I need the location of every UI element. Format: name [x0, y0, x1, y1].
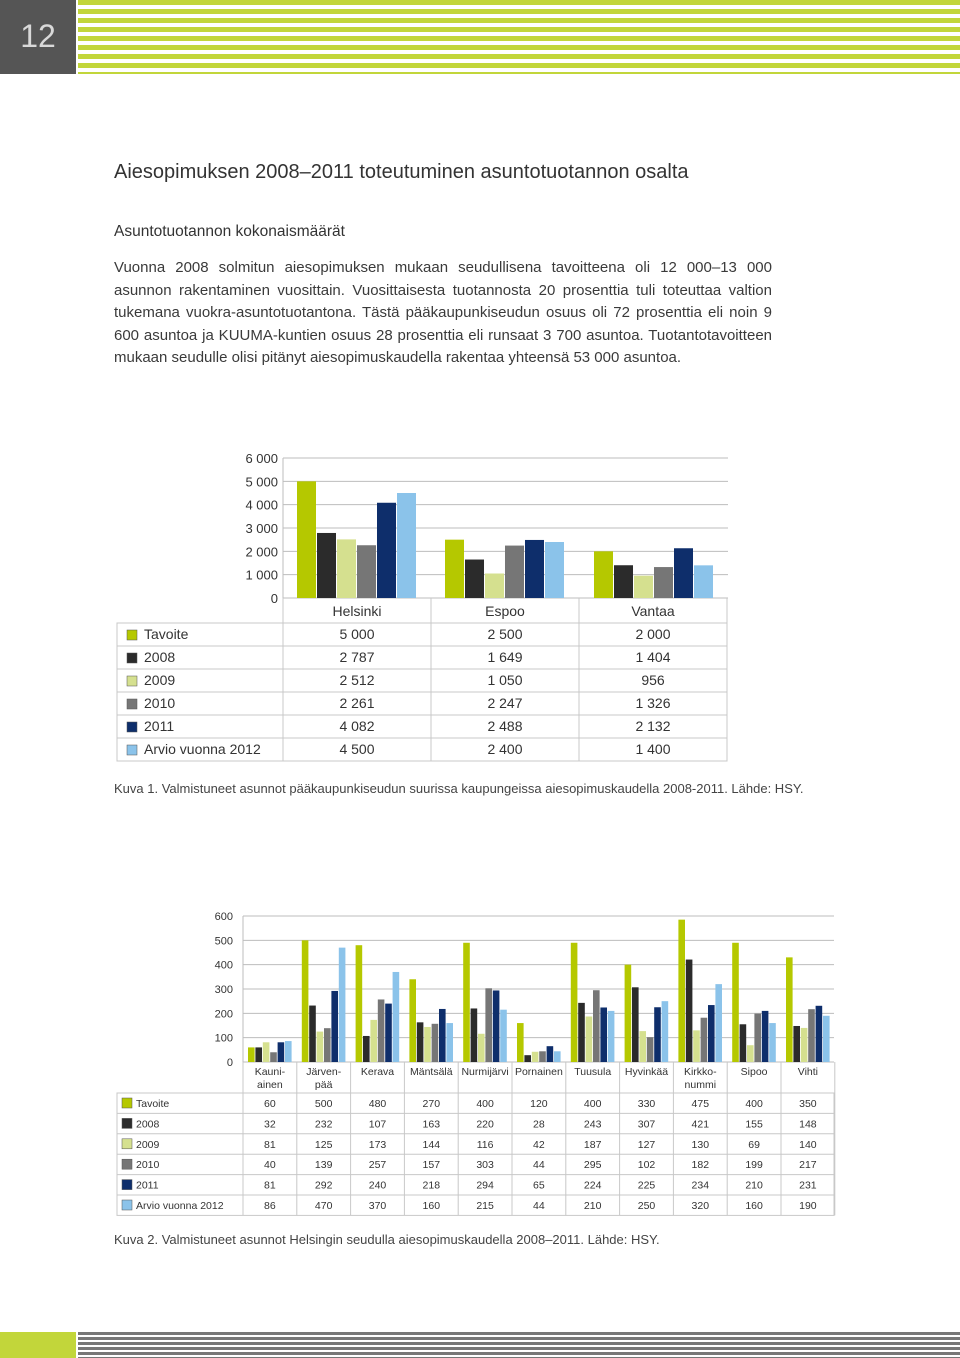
table-cell: 5 000	[339, 626, 375, 642]
table-cell: 65	[533, 1179, 545, 1192]
bar-2009-tuusula	[586, 1016, 593, 1062]
bar-arvio-vuonna-2012-tuusula	[608, 1011, 615, 1062]
legend-label: 2009	[136, 1138, 160, 1151]
table-cell: 240	[368, 1179, 387, 1192]
table-cell: 215	[476, 1200, 494, 1212]
y-tick-label: 3 000	[245, 521, 278, 536]
page-number: 12	[20, 18, 56, 54]
legend-label: Arvio vuonna 2012	[136, 1200, 224, 1212]
bar-2010-helsinki	[357, 545, 376, 598]
table-cell: 292	[314, 1179, 333, 1192]
y-tick-label: 1 000	[245, 567, 278, 583]
y-tick-label: 6 000	[245, 451, 278, 466]
table-cell: 157	[422, 1159, 441, 1172]
table-cell: 173	[368, 1138, 387, 1151]
category-label: Tuusula	[574, 1066, 612, 1078]
chart-kuuma-municipalities	[0, 900, 960, 1225]
y-tick-label: 0	[270, 591, 278, 606]
bar-2010-mäntsälä	[432, 1024, 439, 1062]
body-paragraph: Vuonna 2008 solmitun aiesopimuksen mukaan seudullisena tavoitteena oli 12 000–13 000 asunnon rakentaminen vuosittain. Vuosittaisesta tuotannosta 20 prosenttia tuli toteuttaa valtion tukemana vuokra-asuntotuotantona. Tästä pääkaupunkiseudun osuus oli 72 prosenttia eli noin 9 600 asuntoa ja KUUMA-kuntien osuus 28 prosenttia eli runsaat 3 700 asuntoa. Tuotantotavoitteen mukaan seudulle olisi pitänyt aiesopimuskaudella rakentaa yhteensä 53 000 asuntoa.	[114, 259, 772, 366]
table-cell: 60	[264, 1098, 276, 1110]
table-cell: 155	[745, 1118, 763, 1131]
bar-2009-nurmijärvi	[478, 1034, 485, 1062]
table-cell: 956	[641, 672, 665, 688]
legend-swatch	[122, 1180, 132, 1190]
table-cell: 400	[583, 1098, 602, 1110]
table-cell: 232	[314, 1118, 333, 1131]
category-label: Hyvinkää	[624, 1066, 669, 1078]
table-cell: 2 787	[339, 649, 375, 665]
category-label: ainen	[257, 1079, 283, 1091]
bar-tavoite-vantaa	[594, 551, 613, 598]
legend-label: Tavoite	[144, 626, 189, 642]
footer-decoration-stripes	[78, 1332, 960, 1358]
table-cell: 140	[799, 1138, 817, 1151]
bar-2009-pornainen	[532, 1052, 539, 1062]
bar-2009-hyvinkää	[639, 1031, 646, 1062]
header-decoration	[78, 0, 960, 74]
bar-arvio-vuonna-2012-helsinki	[397, 493, 416, 598]
table-cell: 44	[533, 1159, 545, 1172]
table-cell: 1 649	[487, 649, 523, 665]
table-cell: 1 050	[487, 672, 523, 688]
legend-label: Tavoite	[136, 1098, 170, 1110]
table-cell: 163	[422, 1118, 441, 1131]
table-cell: 307	[637, 1118, 656, 1131]
table-cell: 225	[637, 1179, 656, 1192]
bar-2010-kirkko-nummi	[701, 1018, 708, 1062]
y-tick-label: 500	[214, 935, 233, 948]
bar-arvio-vuonna-2012-espoo	[545, 542, 564, 598]
table-cell: 400	[745, 1098, 763, 1110]
category-label: Pornainen	[514, 1066, 563, 1078]
table-cell: 220	[476, 1118, 494, 1131]
bar-2011-pornainen	[547, 1046, 554, 1062]
legend-label: 2010	[136, 1159, 160, 1172]
legend-swatch	[127, 653, 137, 663]
category-label: Kerava	[360, 1066, 395, 1078]
table-cell: 86	[264, 1200, 276, 1212]
table-cell: 295	[583, 1159, 602, 1172]
bar-2009-mäntsälä	[424, 1027, 431, 1062]
y-tick-label: 300	[214, 984, 233, 996]
category-label: nummi	[684, 1079, 717, 1091]
category-label: Nurmijärvi	[461, 1066, 509, 1078]
bar-arvio-vuonna-2012-nurmijärvi	[500, 1010, 507, 1062]
table-cell: 2 261	[339, 695, 375, 711]
table-cell: 400	[476, 1098, 494, 1110]
legend-label: 2008	[144, 649, 176, 665]
table-cell: 2 247	[487, 695, 523, 711]
table-cell: 2 512	[339, 672, 375, 688]
y-tick-label: 4 000	[245, 497, 278, 513]
bar-arvio-vuonna-2012-sipoo	[769, 1023, 776, 1062]
bar-2011-järven-pää	[331, 991, 338, 1062]
table-cell: 480	[368, 1098, 387, 1110]
table-cell: 199	[745, 1159, 763, 1172]
table-cell: 2 400	[487, 741, 523, 757]
category-label: Espoo	[485, 603, 525, 619]
bar-arvio-vuonna-2012-kerava	[393, 972, 400, 1062]
section-subtitle: Asuntotuotannon kokonaismäärät	[114, 223, 345, 240]
table-cell: 40	[264, 1159, 276, 1172]
table-cell: 320	[691, 1200, 710, 1212]
table-cell: 1 404	[635, 649, 671, 665]
bar-2008-espoo	[465, 560, 484, 598]
table-cell: 69	[748, 1138, 760, 1151]
y-tick-label: 5 000	[245, 474, 278, 490]
bar-arvio-vuonna-2012-vihti	[823, 1016, 830, 1062]
legend-swatch	[122, 1200, 132, 1210]
table-cell: 44	[533, 1200, 545, 1212]
footer-decoration-green	[0, 1332, 76, 1358]
bar-2011-espoo	[525, 540, 544, 598]
category-label: Vantaa	[631, 603, 675, 619]
table-cell: 148	[799, 1118, 817, 1131]
category-label: Helsinki	[332, 603, 382, 619]
category-label: Kauni-	[254, 1066, 286, 1078]
table-cell: 160	[422, 1200, 441, 1212]
bar-tavoite-tuusula	[571, 943, 578, 1062]
bar-2011-helsinki	[377, 503, 396, 598]
bar-arvio-vuonna-2012-kirkko-nummi	[715, 984, 722, 1062]
table-cell: 2 132	[635, 718, 671, 734]
legend-swatch	[127, 676, 137, 686]
legend-swatch	[122, 1118, 132, 1128]
bar-2008-järven-pää	[309, 1006, 316, 1062]
bar-2010-vihti	[808, 1009, 815, 1062]
table-cell: 2 000	[635, 626, 671, 642]
bar-2008-kerava	[363, 1036, 370, 1062]
bar-tavoite-nurmijärvi	[463, 943, 470, 1062]
bar-2010-kerava	[378, 999, 385, 1062]
table-cell: 120	[530, 1098, 548, 1110]
table-cell: 370	[368, 1200, 387, 1212]
bar-tavoite-sipoo	[732, 943, 739, 1062]
bar-tavoite-mäntsälä	[409, 979, 416, 1062]
bar-tavoite-kauni-ainen	[248, 1047, 255, 1062]
bar-2011-vihti	[816, 1006, 823, 1062]
legend-swatch	[127, 722, 137, 732]
table-cell: 81	[264, 1179, 276, 1192]
legend-swatch	[127, 630, 137, 640]
figure-caption-1: Kuva 1. Valmistuneet asunnot pääkaupunkiseudun suurissa kaupungeissa aiesopimuskaudella 2008-2011. Lähde: HSY.	[114, 781, 804, 796]
bar-2011-nurmijärvi	[493, 990, 500, 1062]
bar-2008-nurmijärvi	[471, 1008, 478, 1062]
table-cell: 130	[691, 1138, 710, 1151]
table-cell: 470	[314, 1200, 333, 1212]
bar-2009-järven-pää	[317, 1032, 324, 1062]
category-label: Järven-	[306, 1066, 342, 1078]
table-cell: 257	[368, 1159, 387, 1172]
figure-caption-2: Kuva 2. Valmistuneet asunnot Helsingin seudulla aiesopimuskaudella 2008–2011. Lähde: HSY.	[114, 1232, 660, 1247]
table-cell: 500	[314, 1098, 333, 1110]
table-cell: 187	[583, 1138, 602, 1151]
bar-2008-kirkko-nummi	[686, 960, 693, 1062]
bar-arvio-vuonna-2012-mäntsälä	[446, 1023, 453, 1062]
table-cell: 1 326	[635, 695, 671, 711]
legend-swatch	[127, 699, 137, 709]
bar-tavoite-espoo	[445, 540, 464, 598]
table-cell: 144	[422, 1138, 441, 1151]
table-cell: 234	[691, 1179, 710, 1192]
table-cell: 107	[368, 1118, 387, 1131]
y-tick-label: 200	[214, 1008, 233, 1021]
bar-2009-kirkko-nummi	[693, 1030, 700, 1062]
legend-label: 2011	[144, 718, 175, 734]
bar-tavoite-järven-pää	[302, 940, 309, 1062]
table-cell: 350	[799, 1098, 817, 1110]
table-cell: 81	[264, 1138, 276, 1151]
table-cell: 4 082	[339, 718, 375, 734]
bar-2008-sipoo	[740, 1024, 747, 1062]
bar-2008-hyvinkää	[632, 987, 639, 1062]
bar-2009-sipoo	[747, 1045, 754, 1062]
bar-2009-espoo	[485, 574, 504, 599]
legend-swatch	[122, 1139, 132, 1149]
table-cell: 210	[583, 1200, 602, 1212]
bar-2010-tuusula	[593, 990, 600, 1062]
y-tick-label: 100	[214, 1032, 233, 1045]
y-tick-label: 2 000	[245, 544, 278, 560]
bar-2008-mäntsälä	[417, 1022, 424, 1062]
bar-tavoite-pornainen	[517, 1023, 524, 1062]
table-cell: 303	[476, 1159, 494, 1172]
table-cell: 270	[422, 1098, 441, 1110]
bar-2008-vihti	[793, 1026, 800, 1062]
bar-2011-mäntsälä	[439, 1009, 446, 1062]
bar-tavoite-kirkko-nummi	[678, 920, 685, 1062]
category-label: Vihti	[797, 1066, 819, 1078]
bar-2009-helsinki	[337, 539, 356, 598]
bar-2008-vantaa	[614, 565, 633, 598]
table-cell: 2 488	[487, 718, 523, 734]
bar-2008-tuusula	[578, 1003, 585, 1062]
legend-swatch	[127, 745, 137, 755]
table-cell: 250	[637, 1200, 656, 1212]
table-cell: 160	[745, 1200, 763, 1212]
bar-arvio-vuonna-2012-pornainen	[554, 1051, 561, 1062]
table-cell: 243	[583, 1118, 602, 1131]
bar-2009-kauni-ainen	[263, 1042, 270, 1062]
y-tick-label: 600	[214, 911, 233, 923]
category-label: Mäntsälä	[409, 1066, 453, 1078]
bar-arvio-vuonna-2012-järven-pää	[339, 948, 346, 1062]
bar-2010-espoo	[505, 546, 524, 598]
legend-label: 2010	[144, 695, 176, 711]
bar-2008-pornainen	[524, 1055, 531, 1062]
table-cell: 218	[422, 1179, 441, 1192]
table-cell: 125	[314, 1138, 333, 1151]
bar-2010-sipoo	[754, 1014, 761, 1062]
bar-2011-kauni-ainen	[278, 1042, 285, 1062]
category-label: pää	[314, 1079, 333, 1091]
bar-2009-vihti	[801, 1028, 808, 1062]
bar-2008-kauni-ainen	[255, 1047, 262, 1062]
bar-2010-järven-pää	[324, 1028, 331, 1062]
bar-tavoite-kerava	[356, 945, 363, 1062]
table-cell: 102	[637, 1159, 656, 1172]
bar-arvio-vuonna-2012-vantaa	[694, 565, 713, 598]
table-cell: 475	[691, 1098, 710, 1110]
bar-tavoite-helsinki	[297, 481, 316, 598]
legend-label: Arvio vuonna 2012	[144, 741, 261, 757]
chart-pks-cities	[0, 440, 960, 775]
table-cell: 32	[264, 1118, 276, 1131]
legend-swatch	[122, 1098, 132, 1108]
bar-2011-sipoo	[762, 1011, 769, 1062]
bar-2011-tuusula	[600, 1007, 607, 1062]
bar-2009-vantaa	[634, 576, 653, 598]
table-cell: 190	[799, 1200, 817, 1212]
bar-2010-nurmijärvi	[485, 988, 492, 1062]
table-cell: 139	[314, 1159, 333, 1172]
bar-2010-hyvinkää	[647, 1037, 654, 1062]
bar-arvio-vuonna-2012-hyvinkää	[662, 1001, 669, 1062]
table-cell: 294	[476, 1179, 494, 1192]
y-tick-label: 400	[214, 959, 233, 972]
table-cell: 42	[533, 1138, 545, 1151]
table-cell: 116	[476, 1138, 494, 1151]
table-cell: 127	[637, 1138, 656, 1151]
bar-2008-helsinki	[317, 533, 336, 598]
legend-label: 2008	[136, 1118, 160, 1131]
category-label: Sipoo	[740, 1066, 768, 1078]
bar-2011-kirkko-nummi	[708, 1005, 715, 1062]
bar-2011-hyvinkää	[654, 1007, 661, 1062]
bar-2010-vantaa	[654, 567, 673, 598]
legend-swatch	[122, 1159, 132, 1169]
bar-tavoite-vihti	[786, 957, 793, 1062]
category-label: Kirkko-	[683, 1066, 717, 1078]
bar-2011-vantaa	[674, 548, 693, 598]
bar-2010-kauni-ainen	[270, 1052, 277, 1062]
bar-tavoite-hyvinkää	[625, 965, 632, 1062]
bar-2011-kerava	[385, 1004, 392, 1062]
legend-label: 2009	[144, 672, 176, 688]
table-cell: 330	[637, 1098, 656, 1110]
table-cell: 4 500	[339, 741, 375, 757]
table-cell: 224	[583, 1179, 602, 1192]
bar-arvio-vuonna-2012-kauni-ainen	[285, 1041, 292, 1062]
table-cell: 421	[691, 1118, 710, 1131]
table-cell: 210	[745, 1179, 763, 1192]
table-cell: 217	[799, 1159, 817, 1172]
table-cell: 28	[533, 1118, 545, 1131]
table-cell: 231	[799, 1179, 817, 1192]
legend-label: 2011	[136, 1179, 159, 1192]
table-cell: 1 400	[635, 741, 671, 757]
page-title: Aiesopimuksen 2008–2011 toteutuminen asuntotuotannon osalta	[114, 161, 689, 183]
table-cell: 2 500	[487, 626, 523, 642]
table-cell: 182	[691, 1159, 710, 1172]
bar-2009-kerava	[370, 1020, 377, 1062]
bar-2010-pornainen	[539, 1051, 546, 1062]
y-tick-label: 0	[226, 1057, 233, 1069]
